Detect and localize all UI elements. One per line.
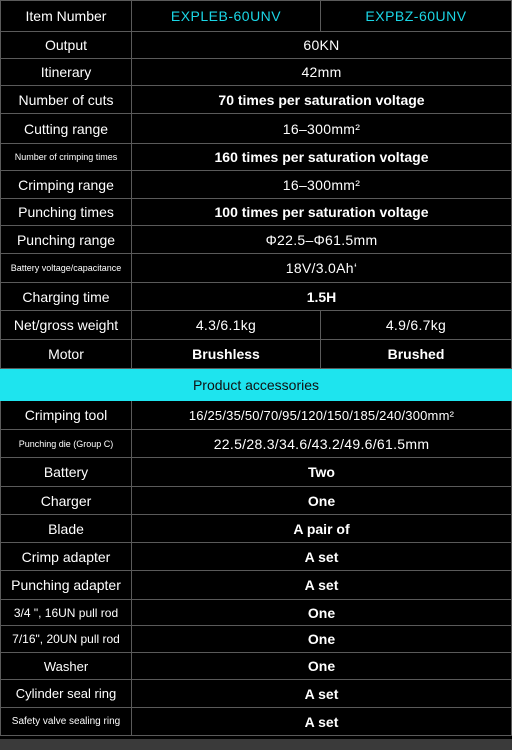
footer-bar (0, 739, 512, 750)
spec-label: Net/gross weight (1, 311, 132, 340)
accessory-value: 22.5/28.3/34.6/43.2/49.6/61.5mm (132, 430, 512, 458)
spec-label: Punching times (1, 199, 132, 226)
spec-label: Number of cuts (1, 86, 132, 114)
accessory-label: Safety valve sealing ring (1, 708, 132, 736)
accessory-label: 7/16", 20UN pull rod (1, 626, 132, 653)
accessory-label: Cylinder seal ring (1, 680, 132, 708)
accessory-value: A set (132, 571, 512, 600)
spec-value: 16–300mm² (132, 114, 512, 144)
spec-label: Itinerary (1, 59, 132, 86)
accessory-value: One (132, 487, 512, 515)
accessory-value: One (132, 653, 512, 680)
spec-value: 100 times per saturation voltage (132, 199, 512, 226)
table-header-row (1, 1, 512, 32)
accessories-title: Product accessories (1, 369, 512, 401)
spec-value: 160 times per saturation voltage (132, 144, 512, 171)
spec-value-model-1: 4.3/6.1kg (132, 311, 321, 340)
table-row (1, 515, 512, 543)
table-row (1, 600, 512, 626)
spec-label: Motor (1, 340, 132, 369)
spec-value: 1.5H (132, 283, 512, 311)
spec-value: 16–300mm² (132, 171, 512, 199)
item-number-label: Item Number (1, 1, 132, 32)
spec-value: 60KN (132, 32, 512, 59)
table-row (1, 401, 512, 430)
accessory-label: Crimp adapter (1, 543, 132, 571)
spec-label: Punching range (1, 226, 132, 254)
spec-label: Battery voltage/capacitance (1, 254, 132, 283)
table-row (1, 680, 512, 708)
accessory-value: One (132, 600, 512, 626)
accessory-value: One (132, 626, 512, 653)
accessory-label: Crimping tool (1, 401, 132, 430)
table-row (1, 32, 512, 59)
table-row (1, 226, 512, 254)
model-name-2: EXPBZ-60UNV (321, 1, 512, 32)
section-band (1, 369, 512, 401)
table-row (1, 199, 512, 226)
table-row (1, 340, 512, 369)
table-row (1, 283, 512, 311)
table-row (1, 571, 512, 600)
accessory-value: A set (132, 708, 512, 736)
accessory-value: A set (132, 543, 512, 571)
accessory-label: Battery (1, 458, 132, 487)
spec-value: 18V/3.0Ah‘ (132, 254, 512, 283)
accessory-value: Two (132, 458, 512, 487)
spec-value: Φ22.5–Φ61.5mm (132, 226, 512, 254)
spec-value-model-2: 4.9/6.7kg (321, 311, 512, 340)
accessory-value: 16/25/35/50/70/95/120/150/185/240/300mm² (132, 401, 512, 430)
table-row (1, 653, 512, 680)
table-row (1, 114, 512, 144)
table-row (1, 708, 512, 736)
table-row (1, 543, 512, 571)
spec-value-model-1: Brushless (132, 340, 321, 369)
accessory-label: Washer (1, 653, 132, 680)
accessory-value: A set (132, 680, 512, 708)
spec-label: Output (1, 32, 132, 59)
accessory-label: Charger (1, 487, 132, 515)
accessory-label: Punching die (Group C) (1, 430, 132, 458)
table-row (1, 487, 512, 515)
table-row (1, 458, 512, 487)
accessory-label: Blade (1, 515, 132, 543)
spec-label: Number of crimping times (1, 144, 132, 171)
spec-value: 42mm (132, 59, 512, 86)
spec-label: Crimping range (1, 171, 132, 199)
table-row (1, 254, 512, 283)
table-row (1, 171, 512, 199)
model-name-1: EXPLEB-60UNV (132, 1, 321, 32)
table-row (1, 59, 512, 86)
table-row (1, 86, 512, 114)
spec-value-model-2: Brushed (321, 340, 512, 369)
spec-value: 70 times per saturation voltage (132, 86, 512, 114)
spec-label: Charging time (1, 283, 132, 311)
table-row (1, 430, 512, 458)
table-row (1, 144, 512, 171)
accessory-label: Punching adapter (1, 571, 132, 600)
accessory-label: 3/4 ", 16UN pull rod (1, 600, 132, 626)
accessory-value: A pair of (132, 515, 512, 543)
table-row (1, 311, 512, 340)
table-row (1, 626, 512, 653)
spec-label: Cutting range (1, 114, 132, 144)
